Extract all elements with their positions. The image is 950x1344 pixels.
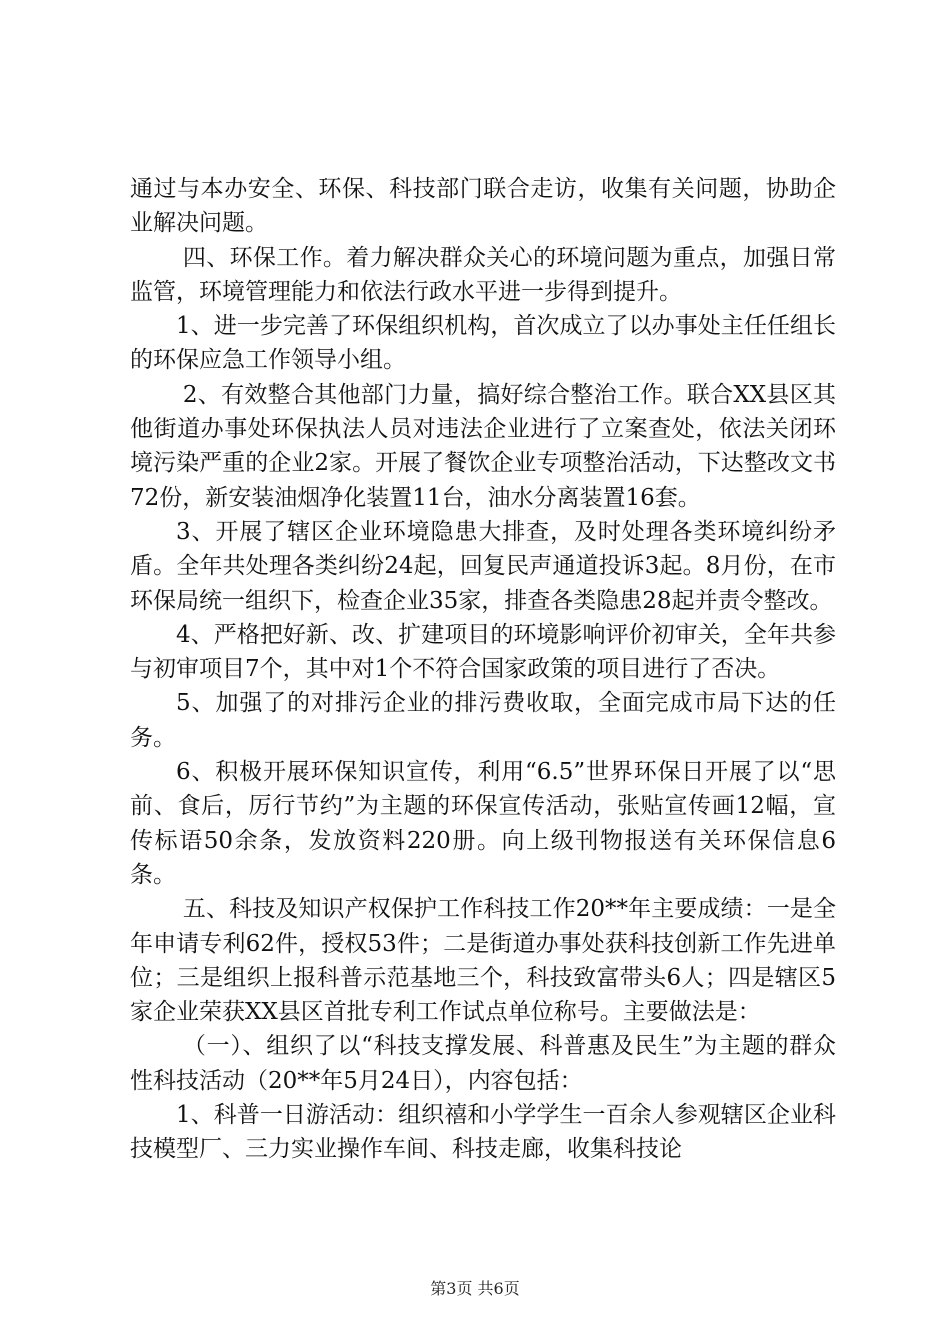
paragraph-7: 5、加强了的对排污企业的排污费收取，全面完成市局下达的任务。	[130, 690, 836, 751]
paragraph-6: 4、严格把好新、改、扩建项目的环境影响评价初审关，全年共参与初审项目7个，其中对1个不符合国家政策的项目进行了否决。	[130, 621, 836, 683]
document-page	[130, 172, 836, 1167]
page-footer: 第3页 共6页	[430, 1279, 520, 1298]
paragraph-1: 通过与本办安全、环保、科技部门联合走访，收集有关问题，协助企业解决问题。	[130, 176, 836, 237]
paragraph-8: 6、积极开展环保知识宣传，利用“6.5”世界环保日开展了以“思前、食后，厉行节约”为主题的环保宣传活动，张贴宣传画12幅，宣传标语50余条，发放资料220册。向上级刊物报送有关环保信息6条。	[130, 759, 836, 888]
paragraph-3: 1、进一步完善了环保组织机构，首次成立了以办事处主任任组长的环保应急工作领导小组。	[130, 313, 836, 374]
paragraph-10: （一）、组织了以“科技支撑发展、科普惠及民生”为主题的群众性科技活动（20**年5月24日），内容包括：	[130, 1033, 836, 1094]
paragraph-5: 3、开展了辖区企业环境隐患大排查，及时处理各类环境纠纷矛盾。全年共处理各类纠纷24起，回复民声通道投诉3起。8月份，在市环保局统一组织下，检查企业35家，排查各类隐患28起并责令整改。	[130, 518, 836, 614]
paragraph-4: 2、有效整合其他部门力量，搞好综合整治工作。联合XX县区其他街道办事处环保执法人员对违法企业进行了立案查处，依法关闭环境污染严重的企业2家。开展了餐饮企业专项整治活动，下达整改文书72份，新安装油烟净化装置11台，油水分离装置16套。	[130, 381, 836, 511]
paragraph-9: 五、科技及知识产权保护工作科技工作20**年主要成绩：一是全年申请专利62件，授权53件；二是街道办事处获科技创新工作先进单位；三是组织上报科普示范基地三个，科技致富带头6人；四是辖区5家企业荣获XX县区首批专利工作试点单位称号。主要做法是：	[130, 896, 836, 1026]
paragraph-11: 1、科普一日游活动：组织禧和小学学生一百余人参观辖区企业科技模型厂、三力实业操作车间、科技走廊，收集科技论	[130, 1102, 836, 1163]
paragraph-2: 四、环保工作。着力解决群众关心的环境问题为重点，加强日常监管，环境管理能力和依法行政水平进一步得到提升。	[130, 244, 836, 305]
